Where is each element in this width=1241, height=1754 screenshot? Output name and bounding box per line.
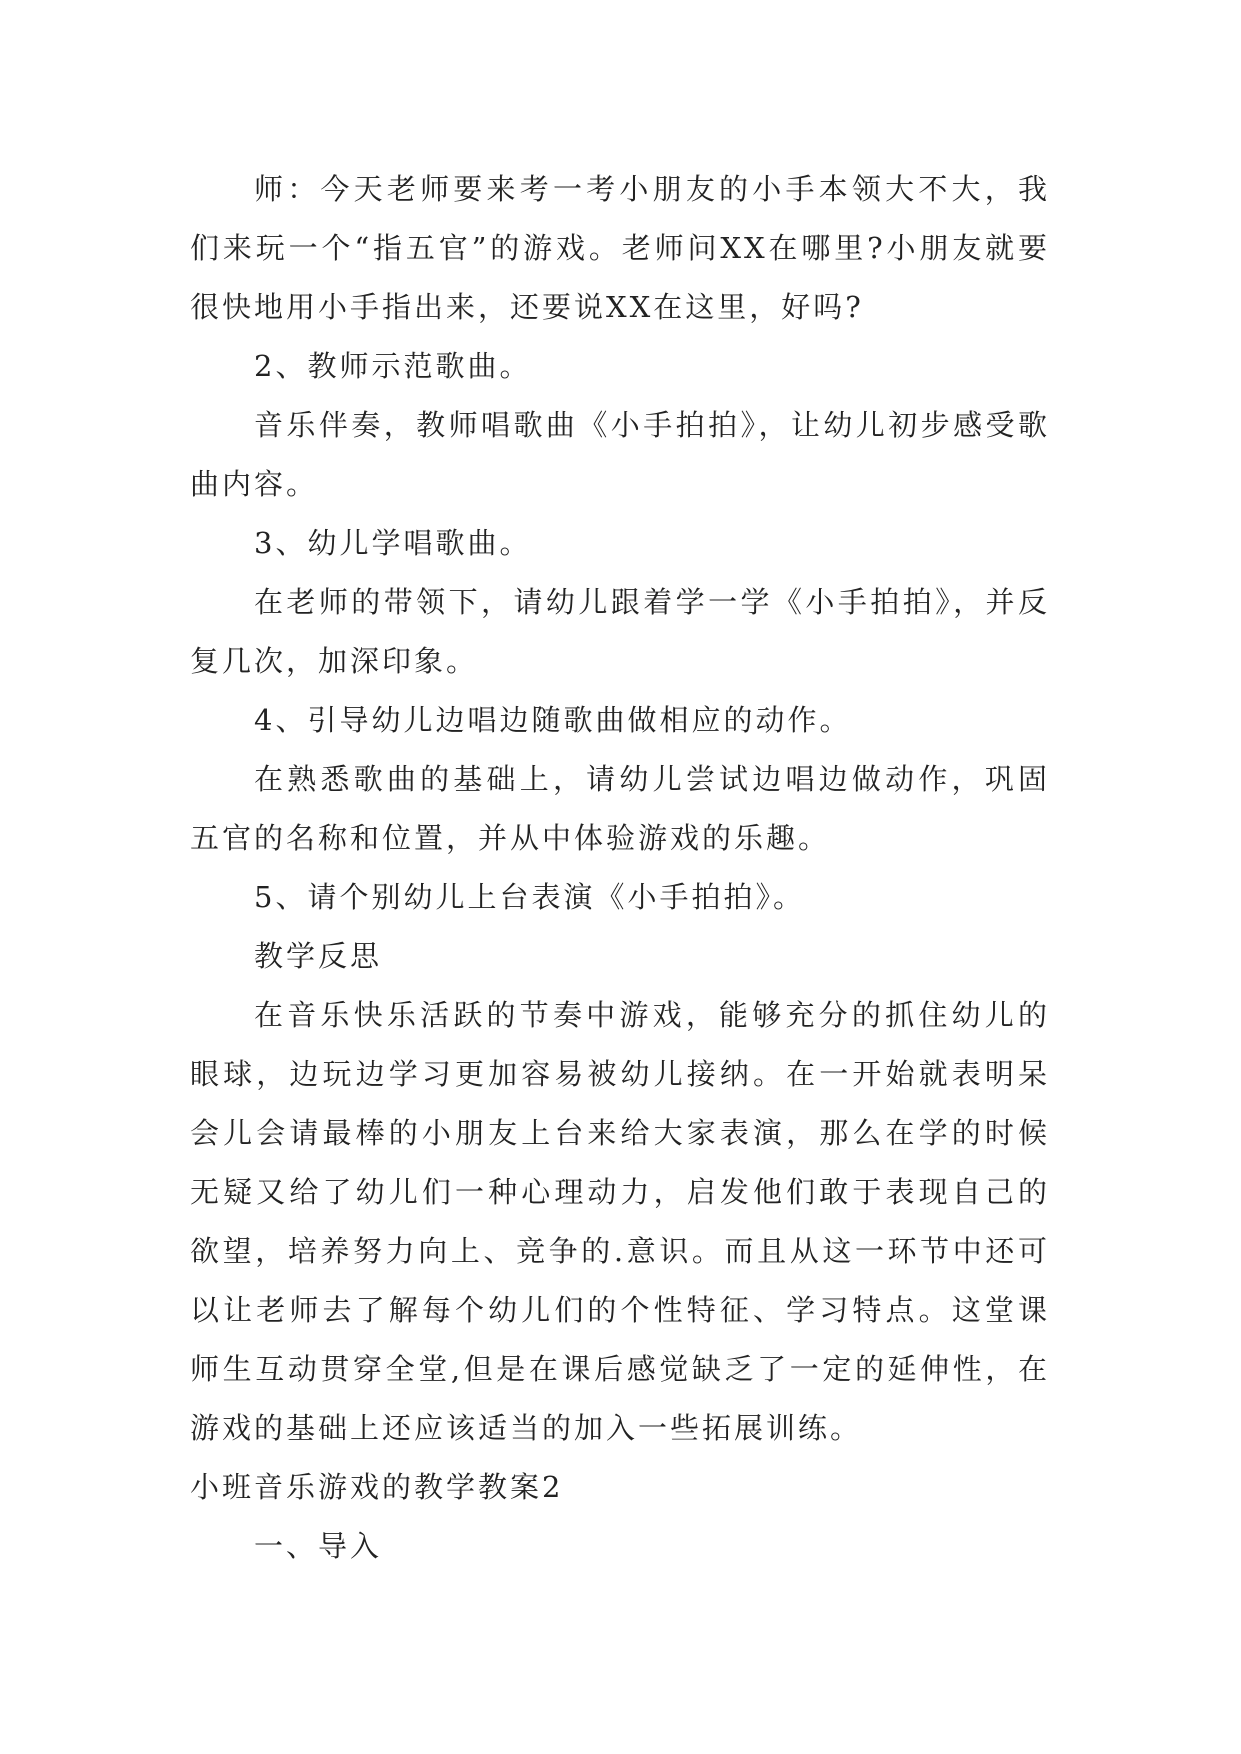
- paragraph-step-2-detail: 音乐伴奏，教师唱歌曲《小手拍拍》，让幼儿初步感受歌曲内容。: [190, 408, 1050, 501]
- paragraph-step-3: 3、幼儿学唱歌曲。: [254, 526, 532, 560]
- paragraph-step-4-detail: 在熟悉歌曲的基础上，请幼儿尝试边唱边做动作，巩固五官的名称和位置，并从中体验游戏的乐趣。: [190, 762, 1050, 855]
- section-heading-reflection: 教学反思: [254, 939, 383, 973]
- document-title-plan-2: 小班音乐游戏的教学教案2: [190, 1470, 564, 1504]
- document-body: [190, 160, 1050, 1576]
- paragraph-step-5: 5、请个别幼儿上台表演《小手拍拍》。: [254, 880, 805, 914]
- paragraph-teacher-intro: 师：今天老师要来考一考小朋友的小手本领大不大，我们来玩一个“指五官”的游戏。老师问XX在哪里?小朋友就要很快地用小手指出来，还要说XX在这里，好吗?: [190, 172, 1050, 324]
- paragraph-step-4: 4、引导幼儿边唱边随歌曲做相应的动作。: [254, 703, 852, 737]
- section-heading-intro: 一、导入: [254, 1529, 383, 1563]
- paragraph-step-3-detail: 在老师的带领下，请幼儿跟着学一学《小手拍拍》，并反复几次，加深印象。: [190, 585, 1050, 678]
- paragraph-reflection: 在音乐快乐活跃的节奏中游戏，能够充分的抓住幼儿的眼球，边玩边学习更加容易被幼儿接纳。在一开始就表明呆会儿会请最棒的小朋友上台来给大家表演，那么在学的时候无疑又给了幼儿们一种心理动力，启发他们敢于表现自己的欲望，培养努力向上、竞争的.意识。而且从这一环节中还可以让老师去了解每个幼儿们的个性特征、学习特点。这堂课师生互动贯穿全堂,但是在课后感觉缺乏了一定的延伸性，在游戏的基础上还应该适当的加入一些拓展训练。: [190, 998, 1050, 1445]
- paragraph-step-2: 2、教师示范歌曲。: [254, 349, 532, 383]
